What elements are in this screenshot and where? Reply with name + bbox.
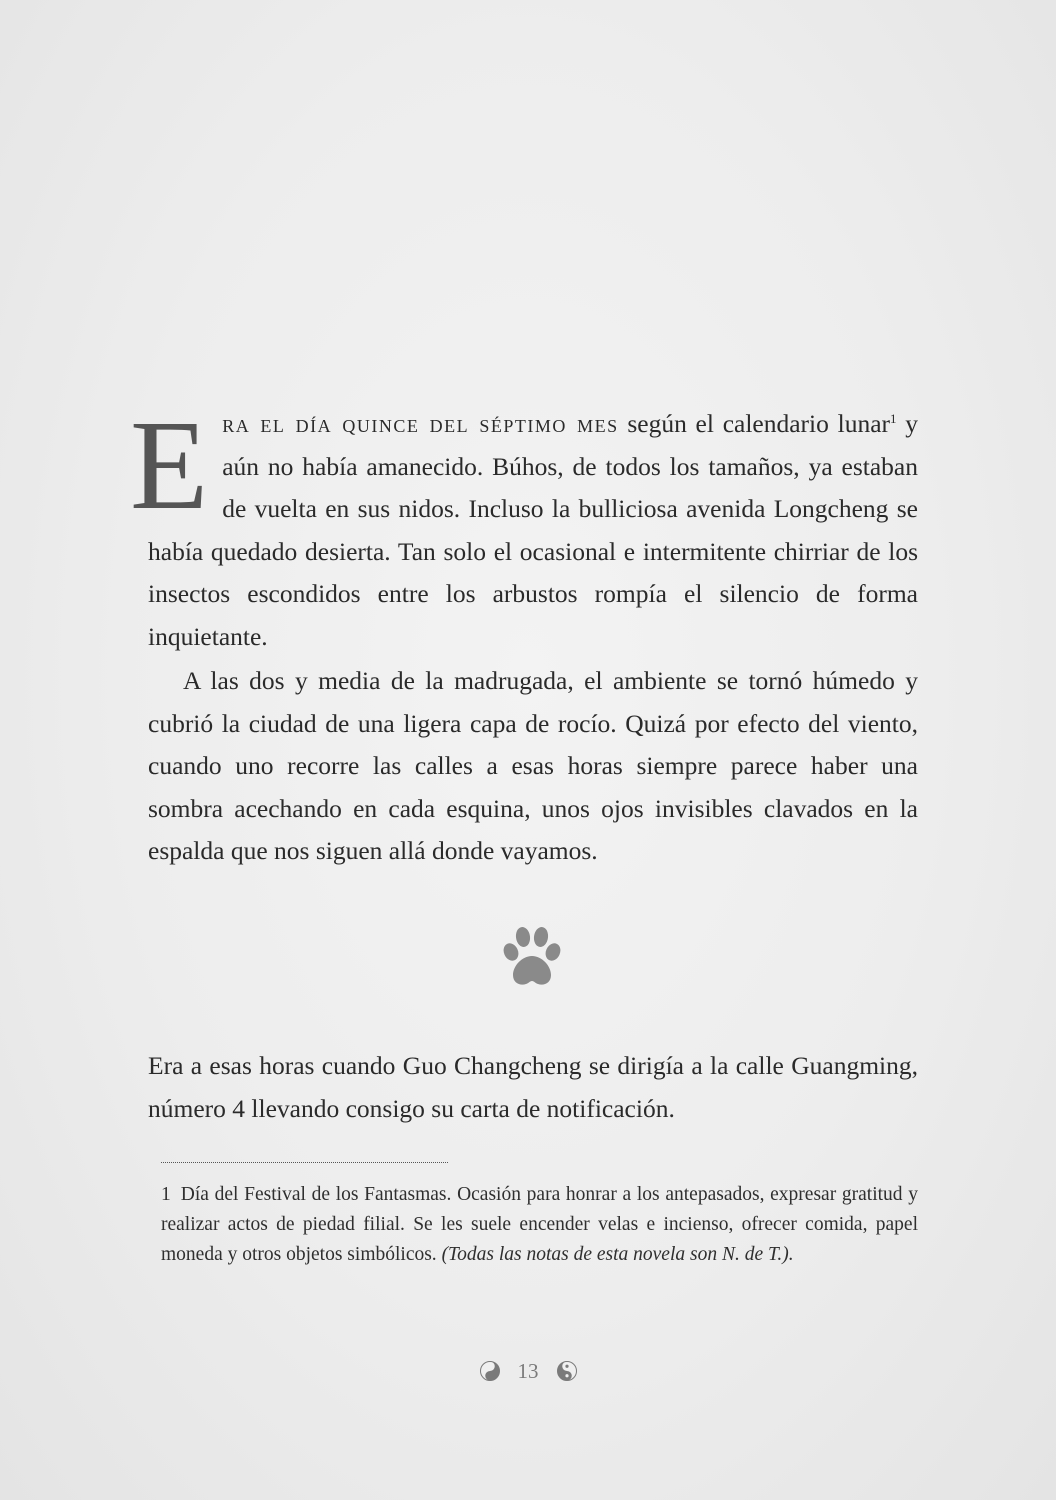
- opening-line-rest: según el calendario lunar: [618, 409, 891, 438]
- drop-cap: E: [130, 394, 209, 536]
- second-paragraph: A las dos y media de la madrugada, el ambiente se tornó húmedo y cubrió la ciudad de una ligera capa de rocío. Quizá por efecto del viento, cuando uno recorre las calles a esas horas siempre parece haber una sombra acechando en cada esquina, unos ojos invisibles clavados en la espalda que nos siguen allá donde vayamos.: [148, 666, 918, 865]
- footnote: [161, 1180, 918, 1270]
- small-caps-lead: ra el día quince del séptimo mes: [222, 409, 619, 438]
- footnote-italic-note: (Todas las notas de esta novela son N. de T.).: [441, 1244, 794, 1265]
- footnote-divider: [161, 1162, 448, 1163]
- footnote-text: Día del Festival de los Fantasmas. Ocasión para honrar a los antepasados, expresar gratitud y realizar actos de piedad filial. Se les suele encender velas e incienso, ofrecer comida, papel moneda y otros objetos simbólicos.: [161, 1184, 918, 1265]
- footnote-reference[interactable]: 1: [890, 411, 897, 426]
- paw-print-icon: [502, 926, 562, 988]
- opening-paragraph: [130, 394, 918, 658]
- yin-yang-icon: [480, 1361, 500, 1381]
- third-paragraph: Era a esas horas cuando Guo Changcheng se dirigía a la calle Guangming, número 4 llevando consigo su carta de notificación.: [148, 1051, 918, 1123]
- page-number: 13: [517, 1358, 539, 1383]
- page-footer: [0, 1356, 1056, 1386]
- yin-yang-icon: [557, 1361, 577, 1381]
- footnote-number: 1: [161, 1184, 171, 1205]
- opening-text: y aún no había amanecido. Búhos, de todos los tamaños, ya estaban de vuelta en sus nidos. Incluso la bulliciosa avenida Longcheng se había quedado desierta. Tan solo el ocasional e intermitente chirriar de los insectos escondidos entre los arbustos rompía el silencio de forma inquietante.: [148, 409, 918, 651]
